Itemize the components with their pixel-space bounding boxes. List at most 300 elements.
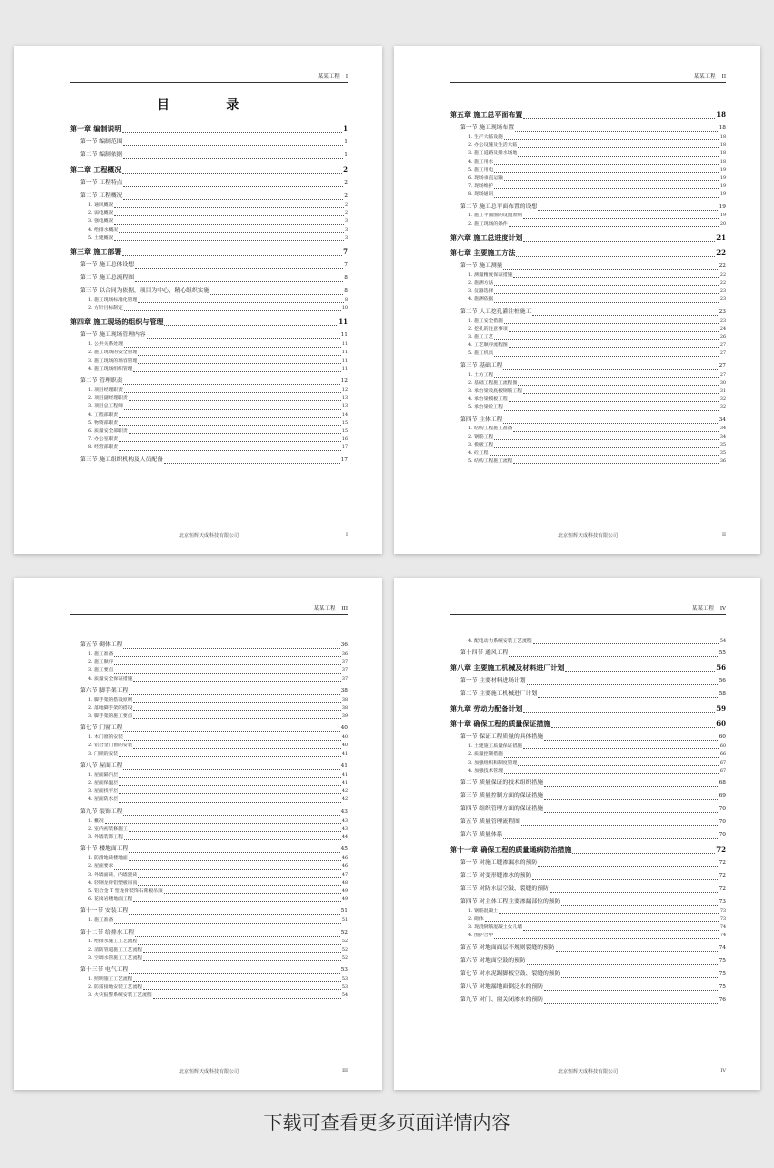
toc-item[interactable]	[450, 334, 726, 342]
dot-leader	[129, 914, 339, 915]
dot-leader	[572, 853, 715, 854]
dot-leader	[544, 740, 718, 741]
toc-entry-title: 1. 照明施工工艺流程	[88, 977, 133, 983]
toc-item[interactable]	[70, 818, 348, 826]
toc-list	[70, 638, 348, 1001]
dot-leader	[133, 748, 340, 749]
toc-entry-title: 3. 仪器选择	[468, 289, 494, 295]
toc-item[interactable]	[70, 788, 348, 796]
toc-item[interactable]	[70, 939, 348, 947]
toc-item[interactable]	[70, 976, 348, 984]
toc-entry-page: 43	[340, 808, 348, 815]
toc-item[interactable]	[450, 213, 726, 221]
dot-leader	[513, 431, 718, 432]
toc-list	[450, 638, 726, 1006]
toc-item[interactable]	[70, 412, 348, 420]
toc-section[interactable]	[450, 689, 726, 700]
toc-item[interactable]	[70, 947, 348, 955]
dot-leader	[527, 964, 718, 965]
toc-chapter[interactable]	[70, 123, 348, 135]
footer-company: 北京恒辉天成科技有限公司	[178, 1069, 239, 1075]
dot-leader	[518, 156, 719, 157]
toc-section[interactable]	[450, 791, 726, 802]
dot-leader	[123, 815, 339, 816]
toc-entry-title: 2. 室内初装修施工	[88, 826, 128, 832]
toc-entry-page: 35	[719, 442, 726, 448]
toc-section[interactable]	[450, 943, 726, 954]
toc-entry-page: 22	[719, 281, 726, 287]
toc-item[interactable]	[450, 221, 726, 229]
toc-item[interactable]	[450, 326, 726, 334]
toc-entry-page: 12	[340, 378, 348, 385]
toc-section[interactable]	[450, 778, 726, 789]
dot-leader	[518, 765, 719, 766]
toc-chapter[interactable]	[70, 164, 348, 176]
toc-entry-page: 26	[719, 334, 726, 340]
toc-entry-page: 32	[719, 405, 726, 411]
toc-section[interactable]	[450, 995, 726, 1006]
toc-item[interactable]	[70, 888, 348, 896]
download-caption: 下载可查看更多页面详情内容	[263, 1112, 511, 1134]
toc-entry-title: 5. 施工用电	[468, 167, 494, 173]
toc-item[interactable]	[450, 150, 726, 158]
header-text: 某某工程	[693, 74, 716, 80]
toc-item[interactable]	[450, 442, 726, 450]
toc-entry-title: 第九节 装饰工程	[80, 808, 123, 815]
toc-chapter[interactable]	[450, 844, 726, 856]
toc-section[interactable]	[70, 686, 348, 697]
toc-section[interactable]	[70, 376, 348, 387]
toc-section[interactable]	[450, 830, 726, 841]
toc-section[interactable]	[70, 286, 348, 297]
footer-page-number: I	[346, 532, 348, 538]
dot-leader	[503, 838, 717, 839]
toc-entry-page: 23	[719, 318, 726, 324]
toc-entry-page: 76	[718, 996, 726, 1003]
toc-item[interactable]	[450, 272, 726, 280]
toc-item[interactable]	[70, 872, 348, 880]
toc-item[interactable]	[450, 159, 726, 167]
toc-entry-page: 2	[344, 202, 348, 208]
toc-section[interactable]	[70, 844, 348, 855]
toc-item[interactable]	[70, 676, 348, 684]
toc-entry-title: 第二节 人工挖孔灌注桩施工	[460, 308, 532, 315]
toc-item[interactable]	[450, 372, 726, 380]
toc-section[interactable]	[450, 307, 726, 318]
toc-item[interactable]	[70, 880, 348, 888]
dot-leader	[133, 371, 340, 372]
toc-entry-page: 23	[719, 297, 726, 303]
dot-leader	[509, 226, 719, 227]
toc-item[interactable]	[450, 134, 726, 142]
toc-section[interactable]	[450, 804, 726, 815]
toc-item[interactable]	[70, 350, 348, 358]
toc-item[interactable]	[450, 908, 726, 916]
toc-item[interactable]	[70, 751, 348, 759]
toc-entry-title: 1. 施工平面图的设置原则	[468, 213, 523, 219]
toc-chapter[interactable]	[450, 718, 726, 730]
dot-leader	[516, 256, 715, 257]
toc-chapter[interactable]	[450, 232, 726, 244]
toc-item[interactable]	[70, 395, 348, 403]
dot-leader	[523, 748, 719, 749]
toc-item[interactable]	[70, 855, 348, 863]
toc-item[interactable]	[450, 296, 726, 304]
toc-entry-page: 10	[341, 306, 348, 312]
toc-entry-title: 第四节 主体工程	[460, 416, 503, 423]
toc-item[interactable]	[70, 734, 348, 742]
toc-entry-title: 3. 现浇钢筋混凝土女儿墙	[468, 925, 523, 931]
dot-leader	[138, 363, 341, 364]
dot-leader	[135, 281, 343, 282]
dot-leader	[143, 960, 341, 961]
toc-entry-page: 67	[719, 760, 726, 766]
toc-section[interactable]	[70, 723, 348, 734]
toc-entry-title: 2. 铝合金门窗的安装	[88, 743, 133, 749]
toc-item[interactable]	[450, 933, 726, 941]
dot-leader	[135, 936, 340, 937]
dot-leader	[119, 777, 341, 778]
toc-item[interactable]	[70, 403, 348, 411]
toc-item[interactable]	[70, 863, 348, 871]
toc-entry-title: 第九章 劳动力配备计划	[450, 704, 523, 714]
toc-item[interactable]	[450, 396, 726, 404]
dot-leader	[515, 131, 718, 132]
toc-entry-title: 第十三节 电气工程	[80, 967, 129, 974]
toc-section[interactable]	[450, 956, 726, 967]
toc-chapter[interactable]	[450, 109, 726, 121]
toc-chapter[interactable]	[70, 316, 348, 328]
toc-item[interactable]	[450, 380, 726, 388]
toc-entry-title: 第六节 对地面空鼓的预防	[460, 957, 526, 964]
toc-entry-page: 38	[341, 697, 348, 703]
toc-entry-title: 3. 火灾报警系统安装工艺流程	[88, 993, 152, 999]
toc-entry-page: 69	[718, 792, 726, 799]
toc-item[interactable]	[450, 342, 726, 350]
toc-section[interactable]	[70, 150, 348, 161]
toc-section[interactable]	[450, 123, 726, 134]
dot-leader	[124, 310, 341, 311]
toc-section[interactable]	[70, 928, 348, 939]
dot-leader	[504, 773, 719, 774]
toc-item[interactable]	[70, 992, 348, 1000]
toc-entry-title: 4. 围护合中	[468, 933, 494, 939]
toc-item[interactable]	[450, 638, 726, 646]
toc-item[interactable]	[450, 183, 726, 191]
toc-entry-title: 第七节 对水泥踢脚板空鼓、裂缝的预防	[460, 970, 561, 977]
toc-entry-title: 第五节 砌体工程	[80, 642, 123, 648]
toc-entry-page: 68	[718, 779, 726, 786]
toc-item[interactable]	[70, 826, 348, 834]
dot-leader	[504, 139, 719, 140]
toc-entry-page: 27	[719, 372, 726, 378]
dot-leader	[544, 812, 718, 813]
dot-leader	[129, 694, 339, 695]
toc-item[interactable]	[70, 705, 348, 713]
toc-entry-page: 24	[719, 326, 726, 332]
toc-entry-page: 35	[719, 451, 726, 457]
toc-item[interactable]	[70, 428, 348, 436]
toc-entry-title: 1. 概况	[88, 818, 104, 824]
toc-entry-page: 40	[340, 725, 348, 732]
toc-entry-page: 1	[344, 152, 348, 158]
toc-entry-page: 60	[719, 744, 726, 750]
toc-entry-title: 7. 办公室职责	[88, 437, 119, 443]
toc-item[interactable]	[70, 210, 348, 218]
toc-item[interactable]	[450, 350, 726, 358]
toc-entry-title: 第一节 工程特点	[80, 180, 123, 186]
toc-entry-title: 第五节 质量管理流程图	[460, 818, 520, 825]
toc-section[interactable]	[70, 965, 348, 976]
toc-item[interactable]	[450, 288, 726, 296]
toc-section[interactable]	[70, 807, 348, 818]
toc-item[interactable]	[70, 227, 348, 235]
page-header	[450, 604, 726, 615]
dot-leader	[143, 989, 341, 990]
toc-item[interactable]	[70, 366, 348, 374]
toc-section[interactable]	[450, 871, 726, 882]
toc-entry-page: 27	[719, 351, 726, 357]
toc-entry-title: 4. 加强技术管理	[468, 768, 503, 774]
toc-item[interactable]	[70, 955, 348, 963]
toc-item[interactable]	[70, 235, 348, 243]
toc-section[interactable]	[70, 137, 348, 148]
toc-entry-title: 4. 施工用水	[468, 159, 494, 165]
dot-leader	[544, 990, 718, 991]
toc-entry-title: 5. 物资部职责	[88, 420, 119, 426]
dot-leader	[133, 981, 340, 982]
toc-section[interactable]	[450, 884, 726, 895]
toc-entry-page: 8	[344, 287, 348, 294]
toc-item[interactable]	[70, 341, 348, 349]
toc-entry-title: 第一节 保证工程质量的具体措施	[460, 734, 543, 741]
toc-entry-page: 60	[718, 734, 726, 741]
dot-leader	[123, 731, 339, 732]
toc-item[interactable]	[450, 142, 726, 150]
toc-item[interactable]	[70, 713, 348, 721]
dot-leader	[565, 671, 715, 672]
footer-company: 北京恒辉天成科技有限公司	[557, 1069, 618, 1075]
toc-entry-title: 第一节 施工现场管理内容	[80, 332, 146, 339]
toc-section[interactable]	[70, 455, 348, 466]
toc-item[interactable]	[450, 768, 726, 776]
toc-item[interactable]	[450, 191, 726, 199]
toc-section[interactable]	[70, 640, 348, 651]
toc-item[interactable]	[450, 280, 726, 288]
toc-entry-title: 1. 施工安全措施	[468, 318, 503, 324]
toc-section[interactable]	[450, 648, 726, 659]
toc-entry-title: 1. 公共关系处理	[88, 342, 123, 348]
toc-item[interactable]	[70, 780, 348, 788]
toc-item[interactable]	[70, 297, 348, 305]
dot-leader	[129, 860, 341, 861]
toc-entry-page: 37	[341, 660, 348, 666]
toc-entry-title: 2. 屋面要求	[88, 864, 114, 870]
toc-section[interactable]	[450, 202, 726, 213]
toc-item[interactable]	[70, 436, 348, 444]
toc-section[interactable]	[450, 415, 726, 426]
toc-entry-page: 53	[340, 967, 348, 974]
toc-entry-page: 31	[719, 388, 726, 394]
dot-leader	[503, 269, 717, 270]
toc-section[interactable]	[450, 732, 726, 743]
toc-entry-page: 11	[341, 358, 348, 364]
toc-entry-title: 1. 木门窗的安装	[88, 735, 123, 741]
toc-item[interactable]	[450, 175, 726, 183]
toc-item[interactable]	[450, 916, 726, 924]
toc-item[interactable]	[70, 305, 348, 313]
toc-entry-page: 2	[344, 193, 348, 199]
toc-item[interactable]	[70, 772, 348, 780]
dot-leader	[129, 973, 339, 974]
toc-entry-page: 45	[340, 846, 348, 853]
dot-leader	[527, 684, 718, 685]
toc-entry-page: 17	[341, 445, 348, 451]
toc-item[interactable]	[70, 659, 348, 667]
toc-entry-page: 73	[719, 917, 726, 923]
toc-section[interactable]	[70, 330, 348, 341]
toc-item[interactable]	[450, 434, 726, 442]
dot-leader	[119, 756, 341, 757]
toc-entry-title: 4. 屋面防水层	[88, 797, 119, 803]
toc-section[interactable]	[450, 361, 726, 372]
toc-section[interactable]	[450, 676, 726, 687]
toc-entry-page: 53	[341, 977, 348, 983]
toc-item[interactable]	[450, 450, 726, 458]
toc-entry-title: 1. 土建施工质量保证措施	[468, 744, 523, 750]
toc-section[interactable]	[70, 178, 348, 189]
toc-entry-title: 2. 基础工程施工流程图	[468, 380, 518, 386]
toc-item[interactable]	[70, 796, 348, 804]
toc-section[interactable]	[70, 260, 348, 271]
toc-item[interactable]	[450, 404, 726, 412]
toc-item[interactable]	[70, 651, 348, 659]
toc-entry-page: 44	[341, 834, 348, 840]
dot-leader	[124, 392, 341, 393]
toc-entry-title: 1. 生产大临设施	[468, 134, 503, 140]
toc-entry-page: 37	[341, 668, 348, 674]
toc-entry-title: 第一节 主要材料进场计划	[460, 678, 526, 685]
toc-item[interactable]	[70, 444, 348, 452]
dot-leader	[485, 921, 719, 922]
toc-item[interactable]	[450, 318, 726, 326]
dot-leader	[114, 224, 344, 225]
toc-entry-title: 1. 施工准备	[88, 918, 114, 924]
toc-chapter[interactable]	[450, 247, 726, 259]
dot-leader	[494, 356, 719, 357]
toc-item[interactable]	[70, 667, 348, 675]
dot-leader	[114, 673, 341, 674]
toc-entry-title: 2. 砌体	[468, 917, 484, 923]
toc-item[interactable]	[70, 834, 348, 842]
toc-chapter[interactable]	[450, 662, 726, 674]
toc-entry-title: 6. 花岗岩楼地面工程	[88, 897, 133, 903]
header-page-number: II	[721, 74, 726, 80]
toc-item[interactable]	[450, 426, 726, 434]
dot-leader	[153, 998, 341, 999]
toc-entry-page: 36	[340, 642, 348, 648]
toc-entry-page: 20	[719, 221, 726, 227]
toc-entry-page: 59	[716, 704, 726, 714]
toc-entry-page: 41	[341, 772, 348, 778]
toc-entry-title: 2. 防雷接地安装工艺流程	[88, 985, 143, 991]
toc-entry-title: 第五章 施工总平面布置	[450, 110, 523, 119]
toc-entry-page: 42	[341, 797, 348, 803]
toc-entry-page: 7	[343, 246, 348, 256]
dot-leader	[147, 338, 340, 339]
toc-entry-page: 39	[341, 714, 348, 720]
toc-entry-page: 74	[719, 925, 726, 931]
toc-section[interactable]	[70, 906, 348, 917]
dot-leader	[490, 455, 719, 456]
toc-entry-page: 18	[719, 143, 726, 149]
toc-section[interactable]	[70, 191, 348, 202]
toc-entry-title: 1. 钢筋混凝土	[468, 908, 499, 914]
toc-section[interactable]	[70, 761, 348, 772]
toc-entry-page: 36	[341, 651, 348, 657]
dot-leader	[504, 323, 719, 324]
toc-entry-page: 58	[718, 691, 726, 698]
toc-entry-title: 3. 门锁的安装	[88, 751, 119, 757]
dot-leader	[518, 385, 719, 386]
toc-section[interactable]	[70, 273, 348, 284]
toc-section[interactable]	[450, 817, 726, 828]
toc-item[interactable]	[70, 984, 348, 992]
toc-item[interactable]	[450, 458, 726, 466]
toc-item[interactable]	[70, 743, 348, 751]
toc-entry-page: 70	[718, 805, 726, 812]
toc-item[interactable]	[70, 387, 348, 395]
toc-entry-page: 2	[344, 211, 348, 217]
toc-entry-title: 3. 施工现场的场容管理	[88, 358, 138, 364]
toc-item[interactable]	[450, 760, 726, 768]
toc-section[interactable]	[450, 897, 726, 908]
toc-item[interactable]	[70, 202, 348, 210]
toc-section[interactable]	[450, 982, 726, 993]
toc-chapter[interactable]	[450, 703, 726, 715]
toc-item[interactable]	[450, 924, 726, 932]
toc-entry-title: 第三节 以合同为依据，项目为中心，精心组织实施	[80, 287, 210, 294]
dot-leader	[129, 433, 341, 434]
toc-entry-title: 4. 质量安全保证措施	[88, 676, 133, 682]
toc-entry-title: 2. 落地脚手架的搭设	[88, 705, 133, 711]
toc-entry-title: 第八章 主要施工机械及材料进厂计划	[450, 663, 565, 673]
toc-entry-page: 30	[719, 380, 726, 386]
toc-item[interactable]	[450, 388, 726, 396]
toc-item[interactable]	[70, 420, 348, 428]
toc-section[interactable]	[450, 969, 726, 980]
toc-item[interactable]	[70, 917, 348, 925]
dot-leader	[114, 664, 341, 665]
page-header	[450, 72, 726, 83]
dot-leader	[544, 1003, 718, 1004]
toc-section[interactable]	[450, 261, 726, 272]
toc-item[interactable]	[450, 743, 726, 751]
toc-section[interactable]	[450, 858, 726, 869]
toc-item[interactable]	[450, 751, 726, 759]
toc-item[interactable]	[70, 358, 348, 366]
dot-leader	[122, 132, 342, 133]
dot-leader	[494, 188, 719, 189]
toc-entry-title: 4. 工艺顺序流程图	[468, 343, 508, 349]
toc-item[interactable]	[70, 896, 348, 904]
toc-entry-title: 第一节 对施工缝渗漏水的预防	[460, 859, 538, 866]
toc-item[interactable]	[70, 697, 348, 705]
toc-item[interactable]	[450, 167, 726, 175]
toc-item[interactable]	[70, 218, 348, 226]
dot-leader	[138, 302, 344, 303]
toc-chapter[interactable]	[70, 246, 348, 258]
